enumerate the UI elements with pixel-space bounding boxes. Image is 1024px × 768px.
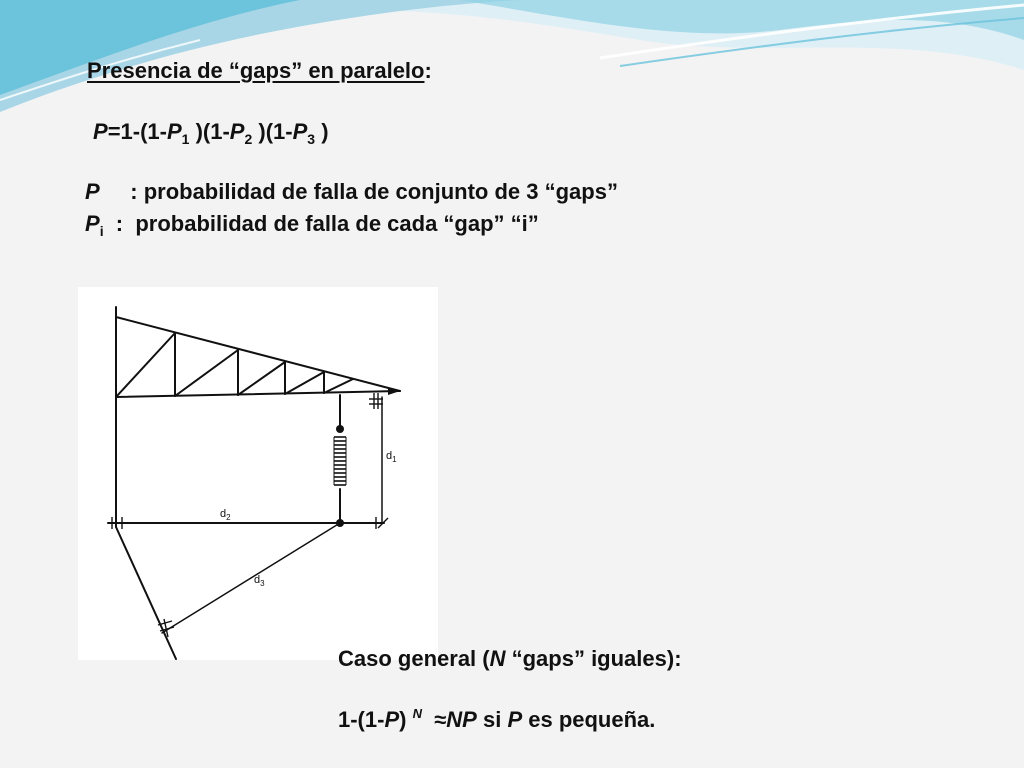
general-case-heading [338,648,682,670]
spring-bottom-node [336,519,344,527]
approx-np: NP [446,707,477,732]
approx-exponent: N [412,706,422,721]
truss-diagram [78,287,438,660]
d1-label: $d_1$ [386,450,397,464]
general-case-n: N [489,646,506,671]
approx-part2: ) [399,707,413,732]
approx-part4: si [476,707,508,732]
truss-tip-arrow [388,387,400,395]
formula-end: ) [315,119,329,144]
formula-sub2: 2 [244,131,253,147]
d2-label: $d_2$ [220,508,231,522]
formula-mid2: )(1- [252,119,293,144]
approx-p2: P [507,707,523,732]
truss-diagonal [238,362,285,395]
probability-formula [93,119,329,147]
parallel-gaps-figure [78,287,438,660]
d3-label: $d_3$ [254,574,265,588]
formula-mid1: )(1- [189,119,230,144]
truss-bottom-chord [116,391,400,397]
formula-p: P [93,119,108,144]
approx-part1: 1-(1- [338,707,385,732]
slide-title [87,60,432,82]
definition-pi-subscript: i [99,223,104,239]
truss-diagonal [116,333,175,397]
formula-sub1: 1 [181,131,190,147]
d3-dimension-line [162,523,340,633]
truss-diagonal [285,372,324,394]
definition-pi-symbol: P [85,211,100,236]
truss-diagonal [324,379,353,393]
definition-p-symbol: P [85,179,100,204]
general-case-suffix: “gaps” iguales): [505,646,682,671]
approximation-formula [338,706,656,732]
truss-diagonal [175,350,238,396]
title-colon: : [424,58,432,83]
formula-sub3: 3 [307,131,316,147]
definition-pi-text: : probabilidad de falla de cada “gap” “i” [103,211,539,236]
approx-part3: ≈ [421,707,447,732]
gap-tick-marks [112,393,388,637]
formula-p3: P [292,119,308,144]
spring-top-node [336,425,344,433]
spring-coil [334,437,346,485]
definition-pi [85,211,539,239]
title-text: Presencia de “gaps” en paralelo [87,58,425,83]
definition-p [85,181,618,203]
approx-part5: es pequeña. [522,707,656,732]
approx-p: P [384,707,400,732]
definition-p-text: : probabilidad de falla de conjunto de 3 “gaps” [99,179,618,204]
general-case-prefix: Caso general ( [338,646,490,671]
formula-eq: =1-(1- [107,119,167,144]
formula-p2: P [229,119,245,144]
slanted-member [116,527,176,659]
formula-p1: P [166,119,182,144]
